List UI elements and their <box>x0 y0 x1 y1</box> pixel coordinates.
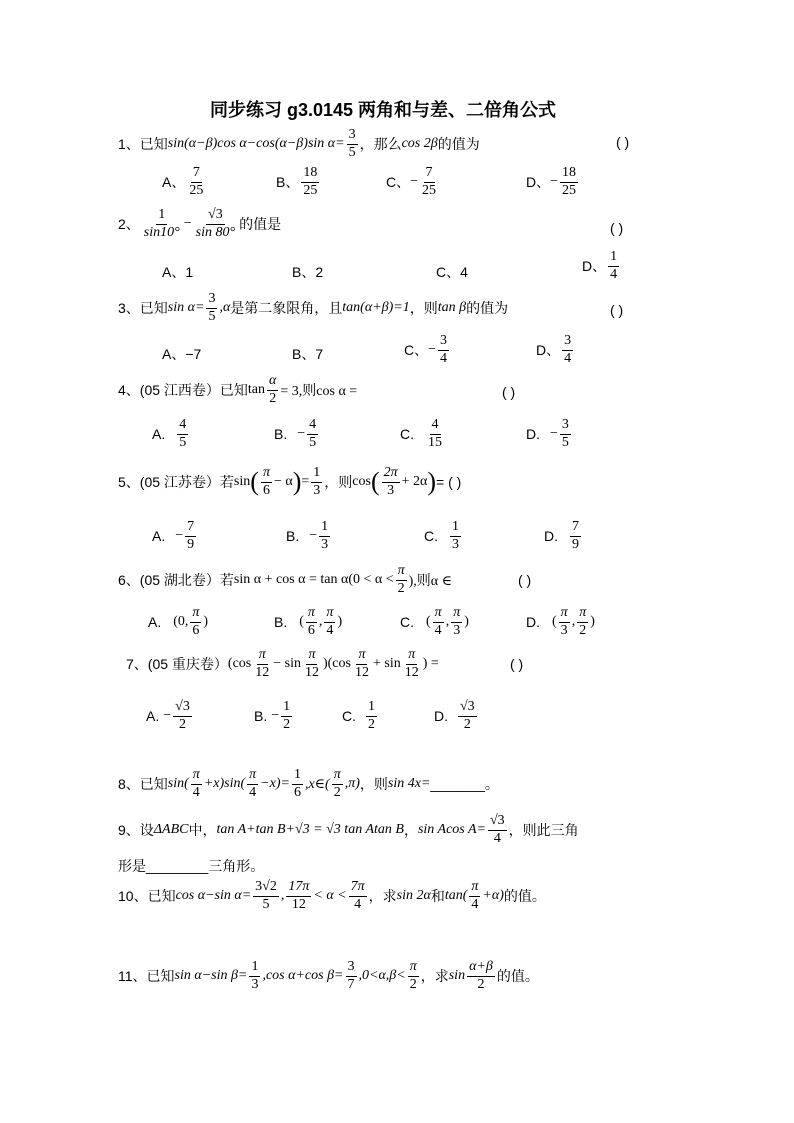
answer-paren: ( ) <box>502 384 516 400</box>
answer-paren: ( ) <box>510 656 524 672</box>
answer-blank[interactable]: ________ <box>146 858 209 874</box>
option-c[interactable]: C. $\frac{4}{15}$ <box>400 417 442 450</box>
question-9-line2: 形是 ________ 三角形。 <box>118 858 265 874</box>
option-a[interactable]: A. (0, $\frac{\pi}{6}$ ) <box>148 605 209 638</box>
option-b[interactable]: B、 $\frac{18}{25}$ <box>276 165 318 198</box>
answer-paren: ( ) <box>616 134 630 150</box>
option-d[interactable]: D. $\frac{√3}{2}$ <box>434 699 475 732</box>
option-a[interactable]: A. − $\frac{√3}{2}$ <box>146 699 190 732</box>
option-c[interactable]: C、 − $\frac{3}{4}$ <box>404 333 448 366</box>
answer-paren: ( ) <box>610 302 624 318</box>
option-b[interactable]: B. ( $\frac{\pi}{6}$ , $\frac{\pi}{4}$ ) <box>274 605 343 638</box>
option-d[interactable]: D、 $\frac{1}{4}$ <box>582 249 618 282</box>
question-10: 10、已知 cos α−sin α= $\frac{3√2}{5}$ , $\frac{17\pi}{12}$ < α < $\frac{7\pi}{4}$ ，求 sin 2α 和 tan( $\frac{\pi}{4}$ +α) 的值。 <box>118 879 546 912</box>
option-a[interactable]: A、 $\frac{7}{25}$ <box>162 165 204 198</box>
answer-blank[interactable]: _______ <box>430 776 485 793</box>
option-b[interactable]: B. − $\frac{1}{2}$ <box>254 699 291 732</box>
option-b[interactable]: B、2 <box>292 264 324 280</box>
option-b[interactable]: B. − $\frac{1}{3}$ <box>286 519 329 552</box>
question-11: 11、已知 sin α−sin β= $\frac{1}{3}$ ,cos α+cos β= $\frac{3}{7}$ ,0<α,β< $\frac{\pi}{2}$ ，求 sin $\frac{\alpha+\beta}{2}$ 的值。 <box>118 959 539 992</box>
page-title: 同步练习 g3.0145 两角和与差、二倍角公式 <box>210 100 557 120</box>
question-6: 6、(05 湖北卷）若 sin α + cos α = tan α(0 < α < $\frac{\pi}{2}$ ),则α ∈ <box>118 563 452 596</box>
option-c[interactable]: C. $\frac{1}{2}$ <box>342 699 375 732</box>
question-3: 3、已知 sin α= $\frac{3}{5}$ ,α 是第二象限角，且 tan(α+β)=1 ，则 tan β 的值为 <box>118 291 509 324</box>
question-9: 9、设 ΔABC 中， tan A+tan B+√3 = √3 tan Atan B ， sin Acos A= $\frac{√3}{4}$ ，则此三角 <box>118 813 579 846</box>
option-a[interactable]: A、−7 <box>162 346 202 362</box>
option-c[interactable]: C. $\frac{1}{3}$ <box>424 519 459 552</box>
option-d[interactable]: D. − $\frac{3}{5}$ <box>526 417 569 450</box>
answer-paren: ( ) <box>518 572 532 588</box>
option-b[interactable]: B. − $\frac{4}{5}$ <box>274 417 317 450</box>
question-4: 4、(05 江西卷）已知 tan $\frac{\alpha}{2}$ = 3,则cos α = <box>118 373 358 406</box>
question-2: 2、 $\frac{1}{\sin 10^\circ}$ − $\frac{√3}{\sin 80^\circ}$ 的值是 <box>118 207 282 240</box>
question-1: 1、已知 sin(α−β)cos α−cos(α−β)sin α= $\frac{3}{5}$ ，那么 cos 2β 的值为 <box>118 127 480 160</box>
option-c[interactable]: C、4 <box>436 264 468 280</box>
option-c[interactable]: C、 − $\frac{7}{25}$ <box>386 165 437 198</box>
option-a[interactable]: A. − $\frac{7}{9}$ <box>152 519 195 552</box>
answer-paren: ( ) <box>610 220 624 236</box>
option-a[interactable]: A、1 <box>162 264 194 280</box>
option-d[interactable]: D. ( $\frac{\pi}{3}$ , $\frac{\pi}{2}$ ) <box>526 605 595 638</box>
question-5: 5、(05 江苏卷）若 sin ( $\frac{\pi}{6}$ − α ) = $\frac{1}{3}$ ，则 cos ( $\frac{2\pi}{3}$ + 2α ) = ( ) <box>118 465 462 498</box>
option-d[interactable]: D、 $\frac{3}{4}$ <box>536 333 572 366</box>
option-c[interactable]: C. ( $\frac{\pi}{4}$ , $\frac{\pi}{3}$ ) <box>400 605 469 638</box>
question-7: 7、(05 重庆卷） (cos $\frac{\pi}{12}$ − sin $\frac{\pi}{12}$ )(cos $\frac{\pi}{12}$ + sin $\frac{\pi}{12}$ ) = <box>126 647 439 680</box>
question-8: 8、已知 sin( $\frac{\pi}{4}$ +x)sin( $\frac{\pi}{4}$ −x)= $\frac{1}{6}$ ,x∈( $\frac{\pi}{2}$ ,π) ，则 sin 4x= _______ 。 <box>118 767 499 800</box>
option-d[interactable]: D、 − $\frac{18}{25}$ <box>526 165 577 198</box>
option-a[interactable]: A. $\frac{4}{5}$ <box>152 417 187 450</box>
option-d[interactable]: D. $\frac{7}{9}$ <box>544 519 579 552</box>
option-b[interactable]: B、7 <box>292 346 324 362</box>
answer-paren: = ( ) <box>436 474 462 491</box>
